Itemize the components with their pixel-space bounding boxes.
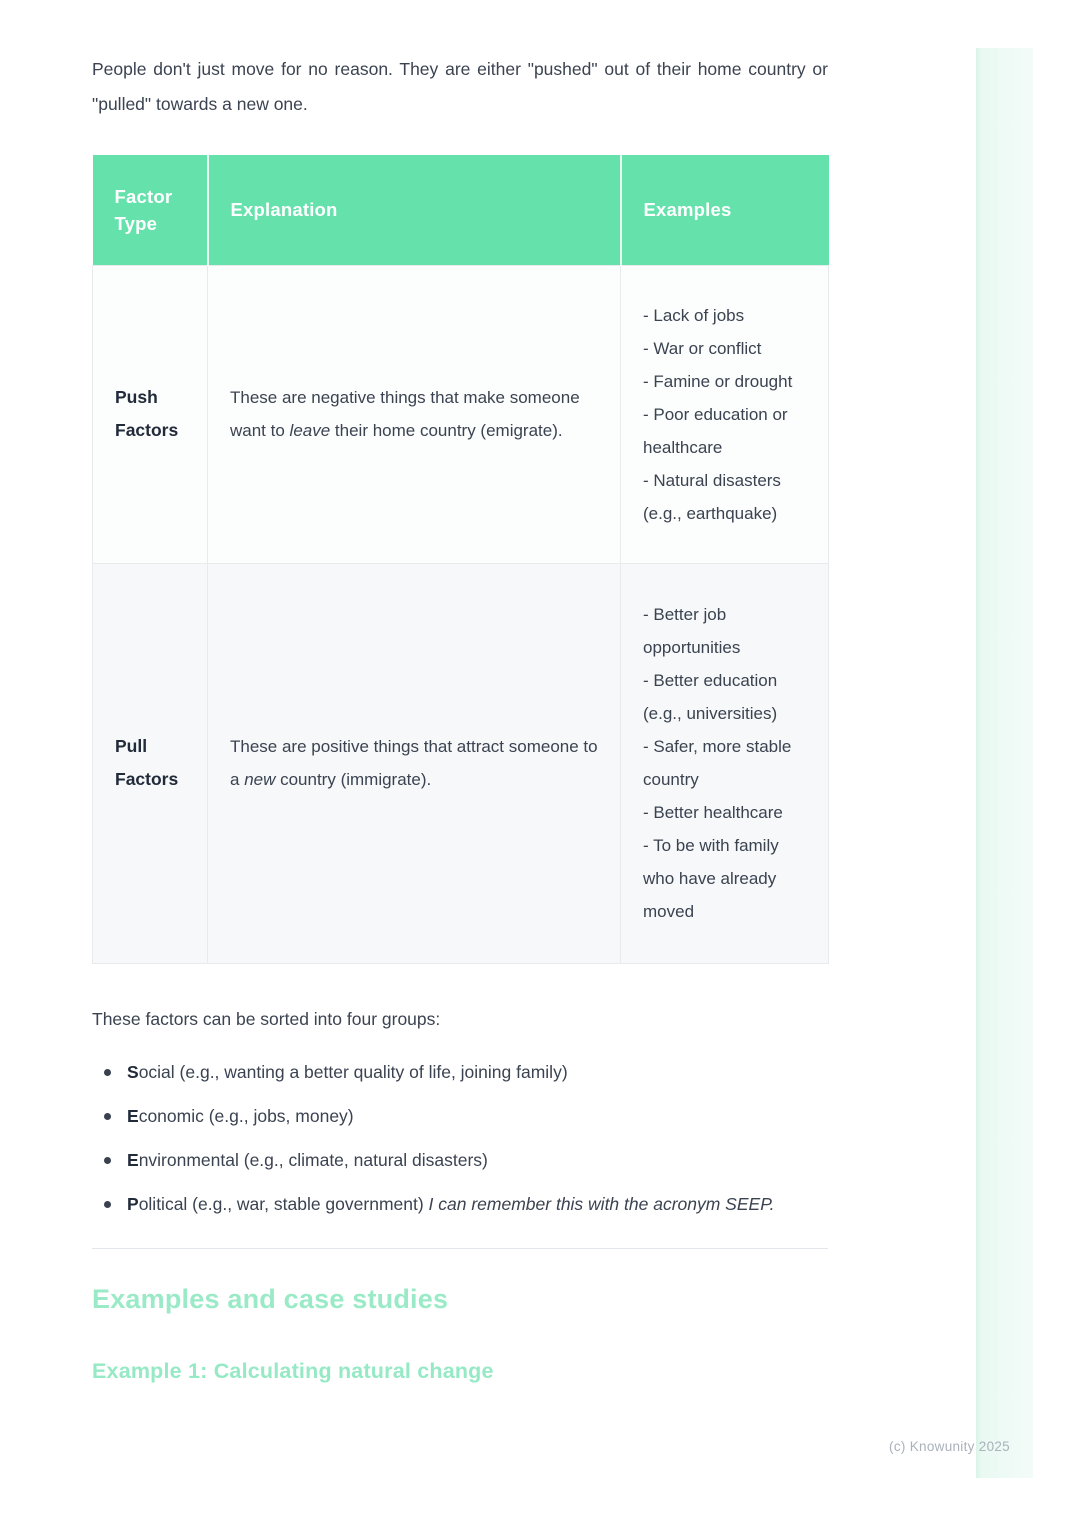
groups-intro-paragraph: These factors can be sorted into four groups: <box>92 1008 441 1029</box>
list-item-lead: P <box>127 1193 139 1214</box>
section-divider <box>92 1248 828 1249</box>
copyright-watermark: (c) Knowunity 2025 <box>889 1439 1010 1454</box>
header-explanation: Explanation <box>208 155 621 265</box>
example-line: - Safer, more stable country <box>643 737 792 789</box>
pull-explanation-cell <box>208 563 621 963</box>
bullet-icon <box>104 1201 111 1208</box>
table-row-push-factors <box>93 265 829 563</box>
pull-examples-cell <box>621 563 829 963</box>
push-factor-type-cell: Push Factors <box>93 265 208 563</box>
push-explanation-post: their home country (emigrate). <box>330 421 563 440</box>
pull-explanation-italic: new <box>244 770 276 789</box>
example-line: - Better education (e.g., universities) <box>643 671 778 723</box>
example-line: - Famine or drought <box>643 371 793 391</box>
push-explanation-italic: leave <box>289 421 331 440</box>
pull-explanation-post: country (immigrate). <box>275 770 432 789</box>
table-row-pull-factors <box>93 563 829 963</box>
list-item-economic <box>104 1100 828 1133</box>
list-item-text: olitical (e.g., war, stable government) <box>138 1193 429 1214</box>
example-line: - Better job opportunities <box>643 605 741 657</box>
header-factor-type: Factor Type <box>93 155 208 265</box>
list-item-lead: E <box>127 1149 139 1170</box>
header-examples: Examples <box>621 155 829 265</box>
example-line: - Better healthcare <box>643 803 783 822</box>
list-item-lead: S <box>127 1061 139 1082</box>
table-header-row <box>93 155 829 265</box>
pull-explanation-pre: These are positive things that attract someone to a <box>230 737 598 789</box>
push-explanation-cell <box>208 265 621 563</box>
example1-subheading: Example 1: Calculating natural change <box>92 1358 494 1383</box>
push-explanation-pre: These are negative things that make someone want to <box>230 388 580 440</box>
example-line: - Lack of jobs <box>643 305 745 325</box>
page-side-accent-bar <box>976 48 1033 1478</box>
example-line: - Poor education or healthcare <box>643 404 788 457</box>
list-item-note: I can remember this with the acronym SEEP. <box>428 1193 775 1214</box>
list-item-lead: E <box>127 1105 139 1126</box>
list-item-social <box>104 1056 828 1089</box>
intro-paragraph: People don't just move for no reason. They are either "pushed" out of their home country or "pulled" towards a new one. <box>92 59 828 114</box>
list-item-text: ocial (e.g., wanting a better quality of life, joining family) <box>138 1061 568 1082</box>
pull-factor-type-cell: Pull Factors <box>93 563 208 963</box>
push-pull-factors-table <box>92 155 829 964</box>
list-item-environmental <box>104 1144 828 1177</box>
bullet-icon <box>104 1113 111 1120</box>
document-content <box>92 52 828 1384</box>
push-examples-cell <box>621 265 829 563</box>
list-item-political <box>104 1188 828 1221</box>
list-item-text: conomic (e.g., jobs, money) <box>138 1105 354 1126</box>
list-item-text: nvironmental (e.g., climate, natural disasters) <box>138 1149 488 1170</box>
factor-groups-list <box>92 1056 828 1221</box>
example-line: - Natural disasters (e.g., earthquake) <box>643 470 781 523</box>
bullet-icon <box>104 1069 111 1076</box>
examples-section-heading: Examples and case studies <box>92 1283 449 1314</box>
example-line: - War or conflict <box>643 338 762 358</box>
bullet-icon <box>104 1157 111 1164</box>
example-line: - To be with family who have already moved <box>643 836 779 921</box>
